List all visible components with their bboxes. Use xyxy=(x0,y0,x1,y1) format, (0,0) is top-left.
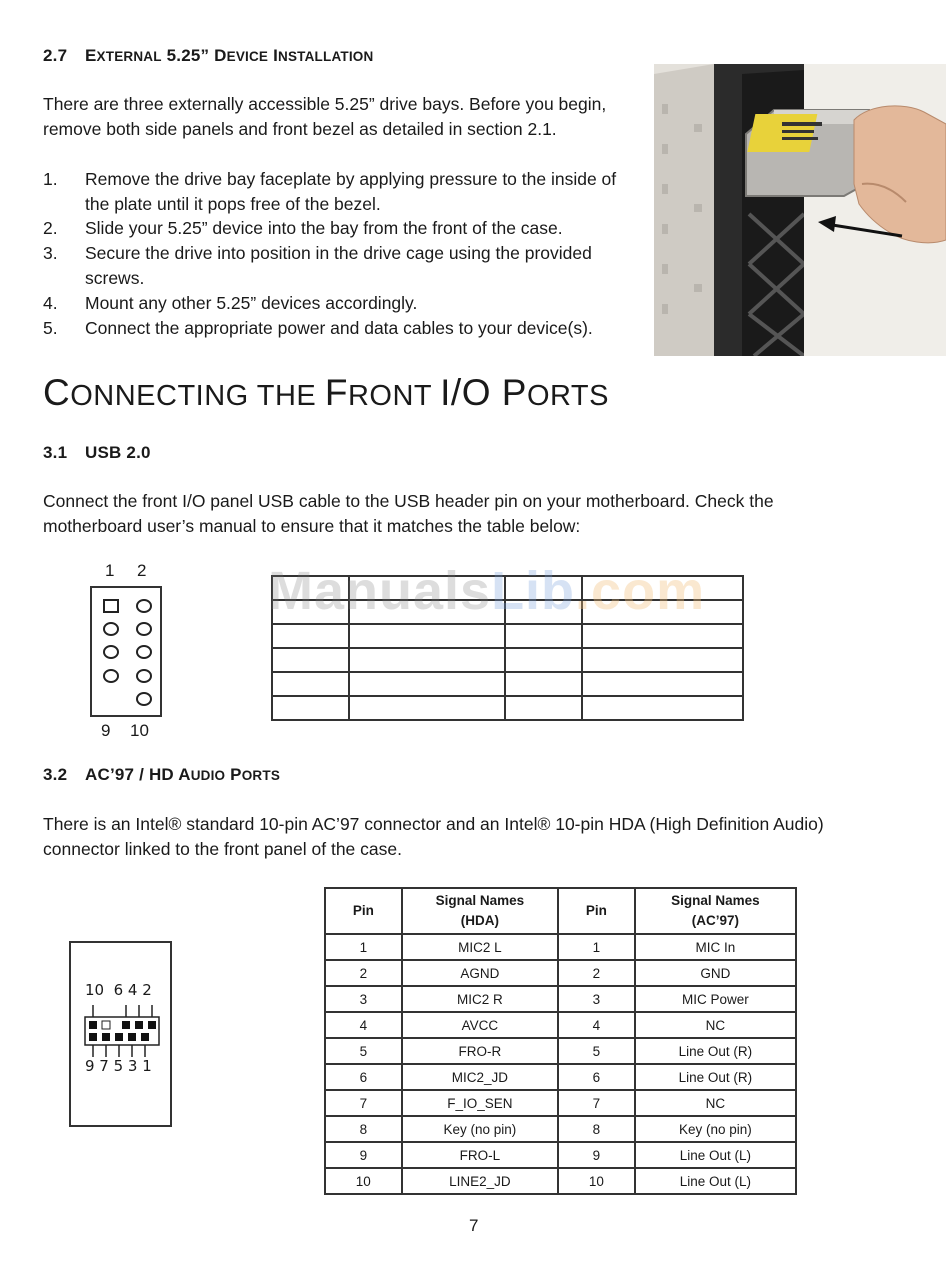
audio-pin-table xyxy=(324,887,797,1195)
table-row: 1 MIC2 L 1 MIC In xyxy=(325,934,796,960)
usb-pin-label-2: 2 xyxy=(137,561,147,580)
table-row xyxy=(272,648,743,672)
audio-pin-labels-bottom: 9 7 5 3 1 xyxy=(85,1057,152,1075)
column-header-signal-hda: Signal Names (HDA) xyxy=(402,888,558,934)
table-row: 9 FRO-L 9 Line Out (L) xyxy=(325,1142,796,1168)
list-item-step-2: 2. Slide your 5.25” device into the bay from the front of the case. xyxy=(43,218,563,238)
table-header-row xyxy=(325,888,796,934)
column-header-pin-ac97: Pin xyxy=(558,888,635,934)
usb-header-pins xyxy=(92,588,160,715)
drive-installation-photo xyxy=(654,64,946,356)
section-3-2-heading: 3.2 AC’97 / HD AUDIO PORTS xyxy=(43,765,281,784)
usb-pin-label-10: 10 xyxy=(130,721,149,740)
usb-header-diagram xyxy=(90,586,162,717)
table-row: 10 LINE2_JD 10 Line Out (L) xyxy=(325,1168,796,1194)
audio-pin-labels-top: 10 6 4 2 xyxy=(85,981,152,999)
drive-installation-illustration xyxy=(654,64,946,356)
page-number: 7 xyxy=(469,1216,479,1235)
table-row: 5 FRO-R 5 Line Out (R) xyxy=(325,1038,796,1064)
table-row: 2 AGND 2 GND xyxy=(325,960,796,986)
section-2-7-intro: There are three externally accessible 5.25” drive bays. Before you begin, remove both side panels and front bezel as detailed in section 2.1. xyxy=(43,94,607,139)
section-3-2-body: There is an Intel® standard 10-pin AC’97 connector and an Intel® 10-pin HDA (High Definition Audio) connector linked to the front panel of the case. xyxy=(43,814,824,859)
column-header-signal-ac97: Signal Names (AC’97) xyxy=(635,888,796,934)
watermark: ManualsLib.com xyxy=(268,561,706,621)
table-row: 4 AVCC 4 NC xyxy=(325,1012,796,1038)
table-row: 6 MIC2_JD 6 Line Out (R) xyxy=(325,1064,796,1090)
table-row: 8 Key (no pin) 8 Key (no pin) xyxy=(325,1116,796,1142)
table-row xyxy=(272,624,743,648)
list-item-step-1: 1. Remove the drive bay faceplate by applying pressure to the inside of the plate until it pops free of the bezel. xyxy=(43,169,617,214)
list-item-step-3: 3. Secure the drive into position in the drive cage using the provided screws. xyxy=(43,243,592,288)
section-3-1-heading: 3.1 USB 2.0 xyxy=(43,443,151,462)
table-row: 3 MIC2 R 3 MIC Power xyxy=(325,986,796,1012)
chapter-title: CONNECTING THE FRONT I/O PORTS xyxy=(43,372,609,413)
audio-connector-diagram xyxy=(69,941,172,1127)
list-item-step-4: 4. Mount any other 5.25” devices accordingly. xyxy=(43,293,418,313)
column-header-pin-hda: Pin xyxy=(325,888,402,934)
usb-pin-label-1: 1 xyxy=(105,561,115,580)
table-row: 7 F_IO_SEN 7 NC xyxy=(325,1090,796,1116)
section-3-1-body: Connect the front I/O panel USB cable to the USB header pin on your motherboard. Check the motherboard user’s manual to ensure that it matches the table below: xyxy=(43,491,774,536)
audio-connector-pins xyxy=(83,1003,163,1059)
section-2-7-heading: 2.7 EXTERNAL 5.25” DEVICE INSTALLATION xyxy=(43,46,374,65)
usb-pin-label-9: 9 xyxy=(101,721,111,740)
table-row xyxy=(272,672,743,696)
section-number: 2.7 xyxy=(43,46,68,65)
table-row xyxy=(272,696,743,720)
list-item-step-5: 5. Connect the appropriate power and data cables to your device(s). xyxy=(43,318,593,338)
